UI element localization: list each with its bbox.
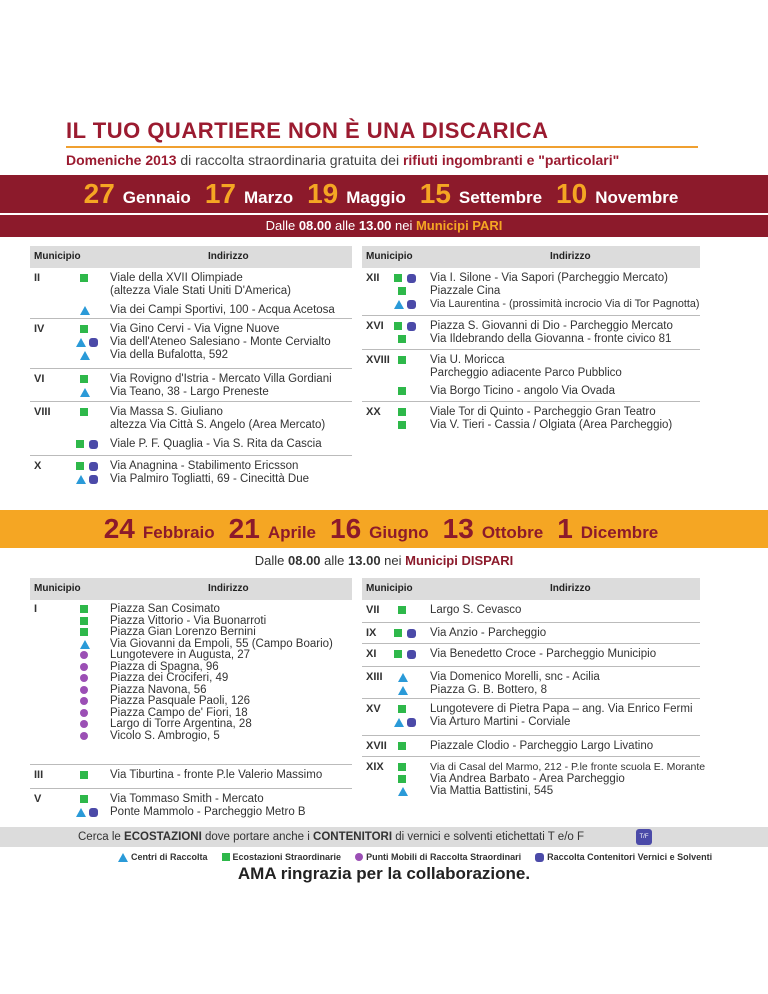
dispari-right-header xyxy=(362,578,700,600)
pari-left-header xyxy=(30,246,352,268)
dispari-left-header xyxy=(30,578,352,600)
address-line: Piazza G. B. Bottero, 8 xyxy=(430,684,547,696)
circle-icon xyxy=(80,720,88,728)
subtitle xyxy=(66,152,619,168)
container-icon xyxy=(407,718,416,727)
row-divider xyxy=(30,455,352,456)
square-icon xyxy=(394,274,402,282)
municipio-number: II xyxy=(34,272,41,284)
legend xyxy=(118,852,712,862)
municipio-number: IV xyxy=(34,323,45,335)
municipio-number: V xyxy=(34,793,42,805)
square-icon xyxy=(76,462,84,470)
hours-municipi: Municipi DISPARI xyxy=(405,553,514,568)
hours-from: 08.00 xyxy=(288,553,321,568)
municipio-number: IX xyxy=(366,627,377,639)
address-line: Via di Casal del Marmo, 212 - P.le fronte scuola E. Morante xyxy=(430,761,706,773)
square-icon xyxy=(398,705,406,713)
pari-hours xyxy=(0,215,768,237)
address-line: Parcheggio adiacente Parco Pubblico xyxy=(430,367,622,379)
circle-icon xyxy=(355,853,363,861)
square-icon xyxy=(76,440,84,448)
date-month: Giugno xyxy=(369,523,429,542)
row-divider xyxy=(30,401,352,402)
square-icon xyxy=(398,335,406,343)
container-icon xyxy=(89,338,98,347)
address-line: Via V. Tieri - Cassia / Olgiata (Area Parcheggio) xyxy=(430,419,673,431)
address-line: Via dell'Ateneo Salesiano - Monte Cervialto xyxy=(110,336,331,348)
address-line: Via della Bufalotta, 592 xyxy=(110,349,229,361)
address-line: Piazza Pasquale Paoli, 126 xyxy=(110,695,251,707)
thanks-message: AMA ringrazia per la collaborazione. xyxy=(237,864,531,883)
square-icon xyxy=(398,387,406,395)
square-icon xyxy=(80,325,88,333)
municipio-number: VI xyxy=(34,373,45,385)
address-line: Via Anagnina - Stabilimento Ericsson xyxy=(110,460,299,472)
address-line: Lungotevere di Pietra Papa – ang. Via Enrico Fermi xyxy=(430,703,693,715)
header-municipio: Municipio xyxy=(34,583,81,594)
circle-icon xyxy=(80,697,88,705)
address-line: Piazza Campo de' Fiori, 18 xyxy=(110,706,248,719)
row-divider xyxy=(362,756,700,757)
address-line: Via Mattia Battistini, 545 xyxy=(430,785,554,797)
address-line: Piazza San Cosimato xyxy=(110,603,220,615)
address-line: Via Massa S. Giuliano xyxy=(110,406,223,418)
municipio-number: XVIII xyxy=(366,354,390,366)
address-line: Piazza dei Crociferi, 49 xyxy=(110,672,229,684)
municipio-number: VIII xyxy=(34,406,51,418)
municipio-number: XI xyxy=(366,648,377,660)
address-line: Via Domenico Morelli, snc - Acilia xyxy=(430,671,600,683)
triangle-icon xyxy=(80,351,90,360)
row-divider xyxy=(362,315,700,316)
date-day: 17 xyxy=(204,178,236,209)
date-day: 10 xyxy=(556,178,588,209)
address-line: Via Teano, 38 - Largo Preneste xyxy=(110,386,269,398)
triangle-icon xyxy=(398,787,408,796)
address-line: Ponte Mammolo - Parcheggio Metro B xyxy=(110,806,306,818)
date-month: Ottobre xyxy=(481,523,544,542)
address-line: Via I. Silone - Via Sapori (Parcheggio Mercato) xyxy=(430,272,669,284)
square-icon xyxy=(394,629,402,637)
date-month: Dicembre xyxy=(580,523,659,542)
hours-text: nei xyxy=(380,553,406,568)
square-icon xyxy=(398,356,406,364)
square-icon xyxy=(80,605,88,613)
header-indirizzo: Indirizzo xyxy=(550,251,591,262)
square-icon xyxy=(80,795,88,803)
hours-municipi: Municipi PARI xyxy=(415,218,503,233)
date-day: 1 xyxy=(557,513,573,544)
tf-label: T/F xyxy=(639,834,649,840)
triangle-icon xyxy=(80,388,90,397)
legend-item xyxy=(535,852,712,862)
address-line: Piazzale Clodio - Parcheggio Largo Livatino xyxy=(430,740,654,752)
pari-dates-band xyxy=(0,175,768,213)
triangle-icon xyxy=(76,338,86,347)
address-line: Viale P. F. Quaglia - Via S. Rita da Cascia xyxy=(110,438,322,450)
row-divider xyxy=(362,401,700,402)
date-day: 27 xyxy=(83,178,115,209)
square-icon xyxy=(398,763,406,771)
hours-to: 13.00 xyxy=(348,553,381,568)
address-line: Largo S. Cevasco xyxy=(430,604,522,616)
date-month: Maggio xyxy=(346,188,406,207)
square-icon xyxy=(80,617,88,625)
square-icon xyxy=(80,274,88,282)
footer-ecostazioni: ECOSTAZIONI xyxy=(124,831,202,843)
container-icon xyxy=(407,650,416,659)
municipio-number: I xyxy=(34,603,38,615)
address-line: Via Benedetto Croce - Parcheggio Municipio xyxy=(430,648,657,660)
address-line: Piazza Navona, 56 xyxy=(110,683,207,696)
container-icon xyxy=(89,462,98,471)
title-rule xyxy=(66,146,698,148)
square-icon xyxy=(394,650,402,658)
date-day: 24 xyxy=(103,513,135,544)
date-month: Aprile xyxy=(267,523,317,542)
circle-icon xyxy=(80,732,88,740)
municipio-number: XVII xyxy=(366,740,387,752)
address-line: Piazza Gian Lorenzo Bernini xyxy=(110,626,256,638)
address-line: Via Rovigno d'Istria - Mercato Villa Gordiani xyxy=(110,373,332,385)
date-month: Settembre xyxy=(458,188,543,207)
address-line: Via Ildebrando della Giovanna - fronte civico 81 xyxy=(430,333,672,345)
triangle-icon xyxy=(76,475,86,484)
hours-text: Dalle xyxy=(265,218,299,233)
municipio-number: VII xyxy=(366,604,380,616)
address-line: Via Gino Cervi - Via Vigne Nuove xyxy=(110,323,280,335)
square-icon xyxy=(398,742,406,750)
square-icon xyxy=(80,628,88,636)
footer-text: Cerca le xyxy=(78,831,125,843)
header-municipio: Municipio xyxy=(366,583,413,594)
triangle-icon xyxy=(118,853,128,862)
header-indirizzo: Indirizzo xyxy=(208,583,249,594)
circle-icon xyxy=(80,663,88,671)
footer-note xyxy=(0,827,768,847)
square-icon xyxy=(398,421,406,429)
triangle-icon xyxy=(394,718,404,727)
square-icon xyxy=(398,408,406,416)
date-day: 21 xyxy=(228,513,260,544)
legend-label: Centri di Raccolta xyxy=(131,852,208,862)
municipio-number: XII xyxy=(366,272,380,284)
triangle-icon xyxy=(76,808,86,817)
municipio-number: XIII xyxy=(366,671,383,683)
square-icon xyxy=(394,322,402,330)
date-day: 15 xyxy=(419,178,451,209)
row-divider xyxy=(362,622,700,623)
container-icon xyxy=(407,322,416,331)
hours-text: alle xyxy=(320,553,349,568)
row-divider xyxy=(362,698,700,699)
row-divider xyxy=(30,788,352,789)
municipio-number: III xyxy=(34,769,44,781)
address-line: Piazza Vittorio - Via Buonarroti xyxy=(110,614,267,627)
triangle-icon xyxy=(398,673,408,682)
row-divider xyxy=(362,349,700,350)
header-indirizzo: Indirizzo xyxy=(550,583,591,594)
legend-label: Punti Mobili di Raccolta Straordinari xyxy=(366,852,522,862)
square-icon xyxy=(80,408,88,416)
address-line: Via Giovanni da Empoli, 55 (Campo Boario) xyxy=(110,637,333,650)
row-divider xyxy=(30,764,352,765)
container-icon xyxy=(89,808,98,817)
address-line: altezza Via Città S. Angelo (Area Mercato) xyxy=(110,419,326,431)
page-title: IL TUO QUARTIERE NON È UNA DISCARICA xyxy=(66,118,549,143)
square-icon xyxy=(398,287,406,295)
circle-icon xyxy=(80,674,88,682)
container-icon xyxy=(535,853,544,862)
legend-item xyxy=(222,852,342,862)
row-divider xyxy=(30,368,352,369)
date-month: Febbraio xyxy=(142,523,215,542)
header-municipio: Municipio xyxy=(34,251,81,262)
square-icon xyxy=(222,853,230,861)
dispari-dates-band xyxy=(0,510,768,548)
address-line: Via Palmiro Togliatti, 69 - Cinecittà Due xyxy=(110,473,310,485)
address-line: Viale della XVII Olimpiade xyxy=(110,272,243,284)
date-month: Gennaio xyxy=(122,188,191,207)
row-divider xyxy=(30,318,352,319)
address-line: Via U. Moricca xyxy=(430,354,505,366)
address-line: Vicolo S. Ambrogio, 5 xyxy=(110,729,220,742)
municipio-number: X xyxy=(34,460,42,472)
subtitle-highlight: rifiuti ingombranti e "particolari" xyxy=(402,152,620,168)
container-icon xyxy=(89,440,98,449)
municipio-number: XV xyxy=(366,703,381,715)
footer-contenitori: CONTENITORI xyxy=(313,831,393,843)
square-icon xyxy=(80,375,88,383)
municipio-number: XIX xyxy=(366,761,384,773)
row-divider xyxy=(362,735,700,736)
address-line: Via Arturo Martini - Corviale xyxy=(430,716,571,728)
square-icon xyxy=(398,606,406,614)
legend-label: Raccolta Contenitori Vernici e Solventi xyxy=(547,852,713,862)
municipio-number: XVI xyxy=(366,320,384,332)
date-day: 19 xyxy=(307,178,339,209)
container-icon xyxy=(407,300,416,309)
hours-from: 08.00 xyxy=(298,218,332,233)
address-line: Via Tommaso Smith - Mercato xyxy=(110,793,264,805)
footer-text: di vernici e solventi etichettati T e/o F xyxy=(392,831,585,843)
hours-text: alle xyxy=(331,218,359,233)
date-month: Marzo xyxy=(243,188,294,207)
address-line: Via Tiburtina - fronte P.le Valerio Massimo xyxy=(110,769,323,781)
date-day: 16 xyxy=(330,513,362,544)
footer-text: dove portare anche i xyxy=(201,831,314,843)
pari-right-header xyxy=(362,246,700,268)
tf-container-icon xyxy=(636,829,652,845)
hours-to: 13.00 xyxy=(358,218,392,233)
address-line: Via Laurentina - (prossimità incrocio Via di Tor Pagnotta) xyxy=(430,298,700,310)
subtitle-year: Domeniche 2013 xyxy=(66,152,177,168)
address-line: Via Andrea Barbato - Area Parcheggio xyxy=(430,773,625,785)
triangle-icon xyxy=(80,306,90,315)
address-line: (altezza Viale Stati Uniti D'America) xyxy=(110,285,291,297)
header-indirizzo: Indirizzo xyxy=(208,251,249,262)
address-line: Piazza di Spagna, 96 xyxy=(110,660,219,673)
address-line: Piazzale Cina xyxy=(430,285,501,297)
circle-icon xyxy=(80,686,88,694)
date-day: 13 xyxy=(442,513,474,544)
legend-item xyxy=(355,852,521,862)
triangle-icon xyxy=(398,686,408,695)
row-divider xyxy=(362,643,700,644)
circle-icon xyxy=(80,651,88,659)
triangle-icon xyxy=(80,640,90,649)
header-municipio: Municipio xyxy=(366,251,413,262)
address-line: Lungotevere in Augusta, 27 xyxy=(110,649,251,661)
address-line: Viale Tor di Quinto - Parcheggio Gran Teatro xyxy=(430,406,656,418)
subtitle-text: di raccolta straordinaria gratuita dei xyxy=(176,152,403,168)
legend-item xyxy=(118,852,208,862)
square-icon xyxy=(80,771,88,779)
row-divider xyxy=(362,666,700,667)
address-line: Via Borgo Ticino - angolo Via Ovada xyxy=(430,385,615,397)
square-icon xyxy=(398,775,406,783)
address-line: Via dei Campi Sportivi, 100 - Acqua Acetosa xyxy=(110,304,335,316)
address-line: Via Anzio - Parcheggio xyxy=(430,627,547,639)
address-line: Largo di Torre Argentina, 28 xyxy=(110,718,252,730)
hours-text: nei xyxy=(391,218,416,233)
municipio-number: XX xyxy=(366,406,381,418)
hours-text: Dalle xyxy=(254,553,288,568)
circle-icon xyxy=(80,709,88,717)
container-icon xyxy=(407,274,416,283)
triangle-icon xyxy=(394,300,404,309)
dispari-hours xyxy=(0,550,768,572)
container-icon xyxy=(407,629,416,638)
date-month: Novembre xyxy=(595,188,679,207)
container-icon xyxy=(89,475,98,484)
legend-label: Ecostazioni Straordinarie xyxy=(232,852,342,862)
address-line: Piazza S. Giovanni di Dio - Parcheggio Mercato xyxy=(430,320,673,332)
